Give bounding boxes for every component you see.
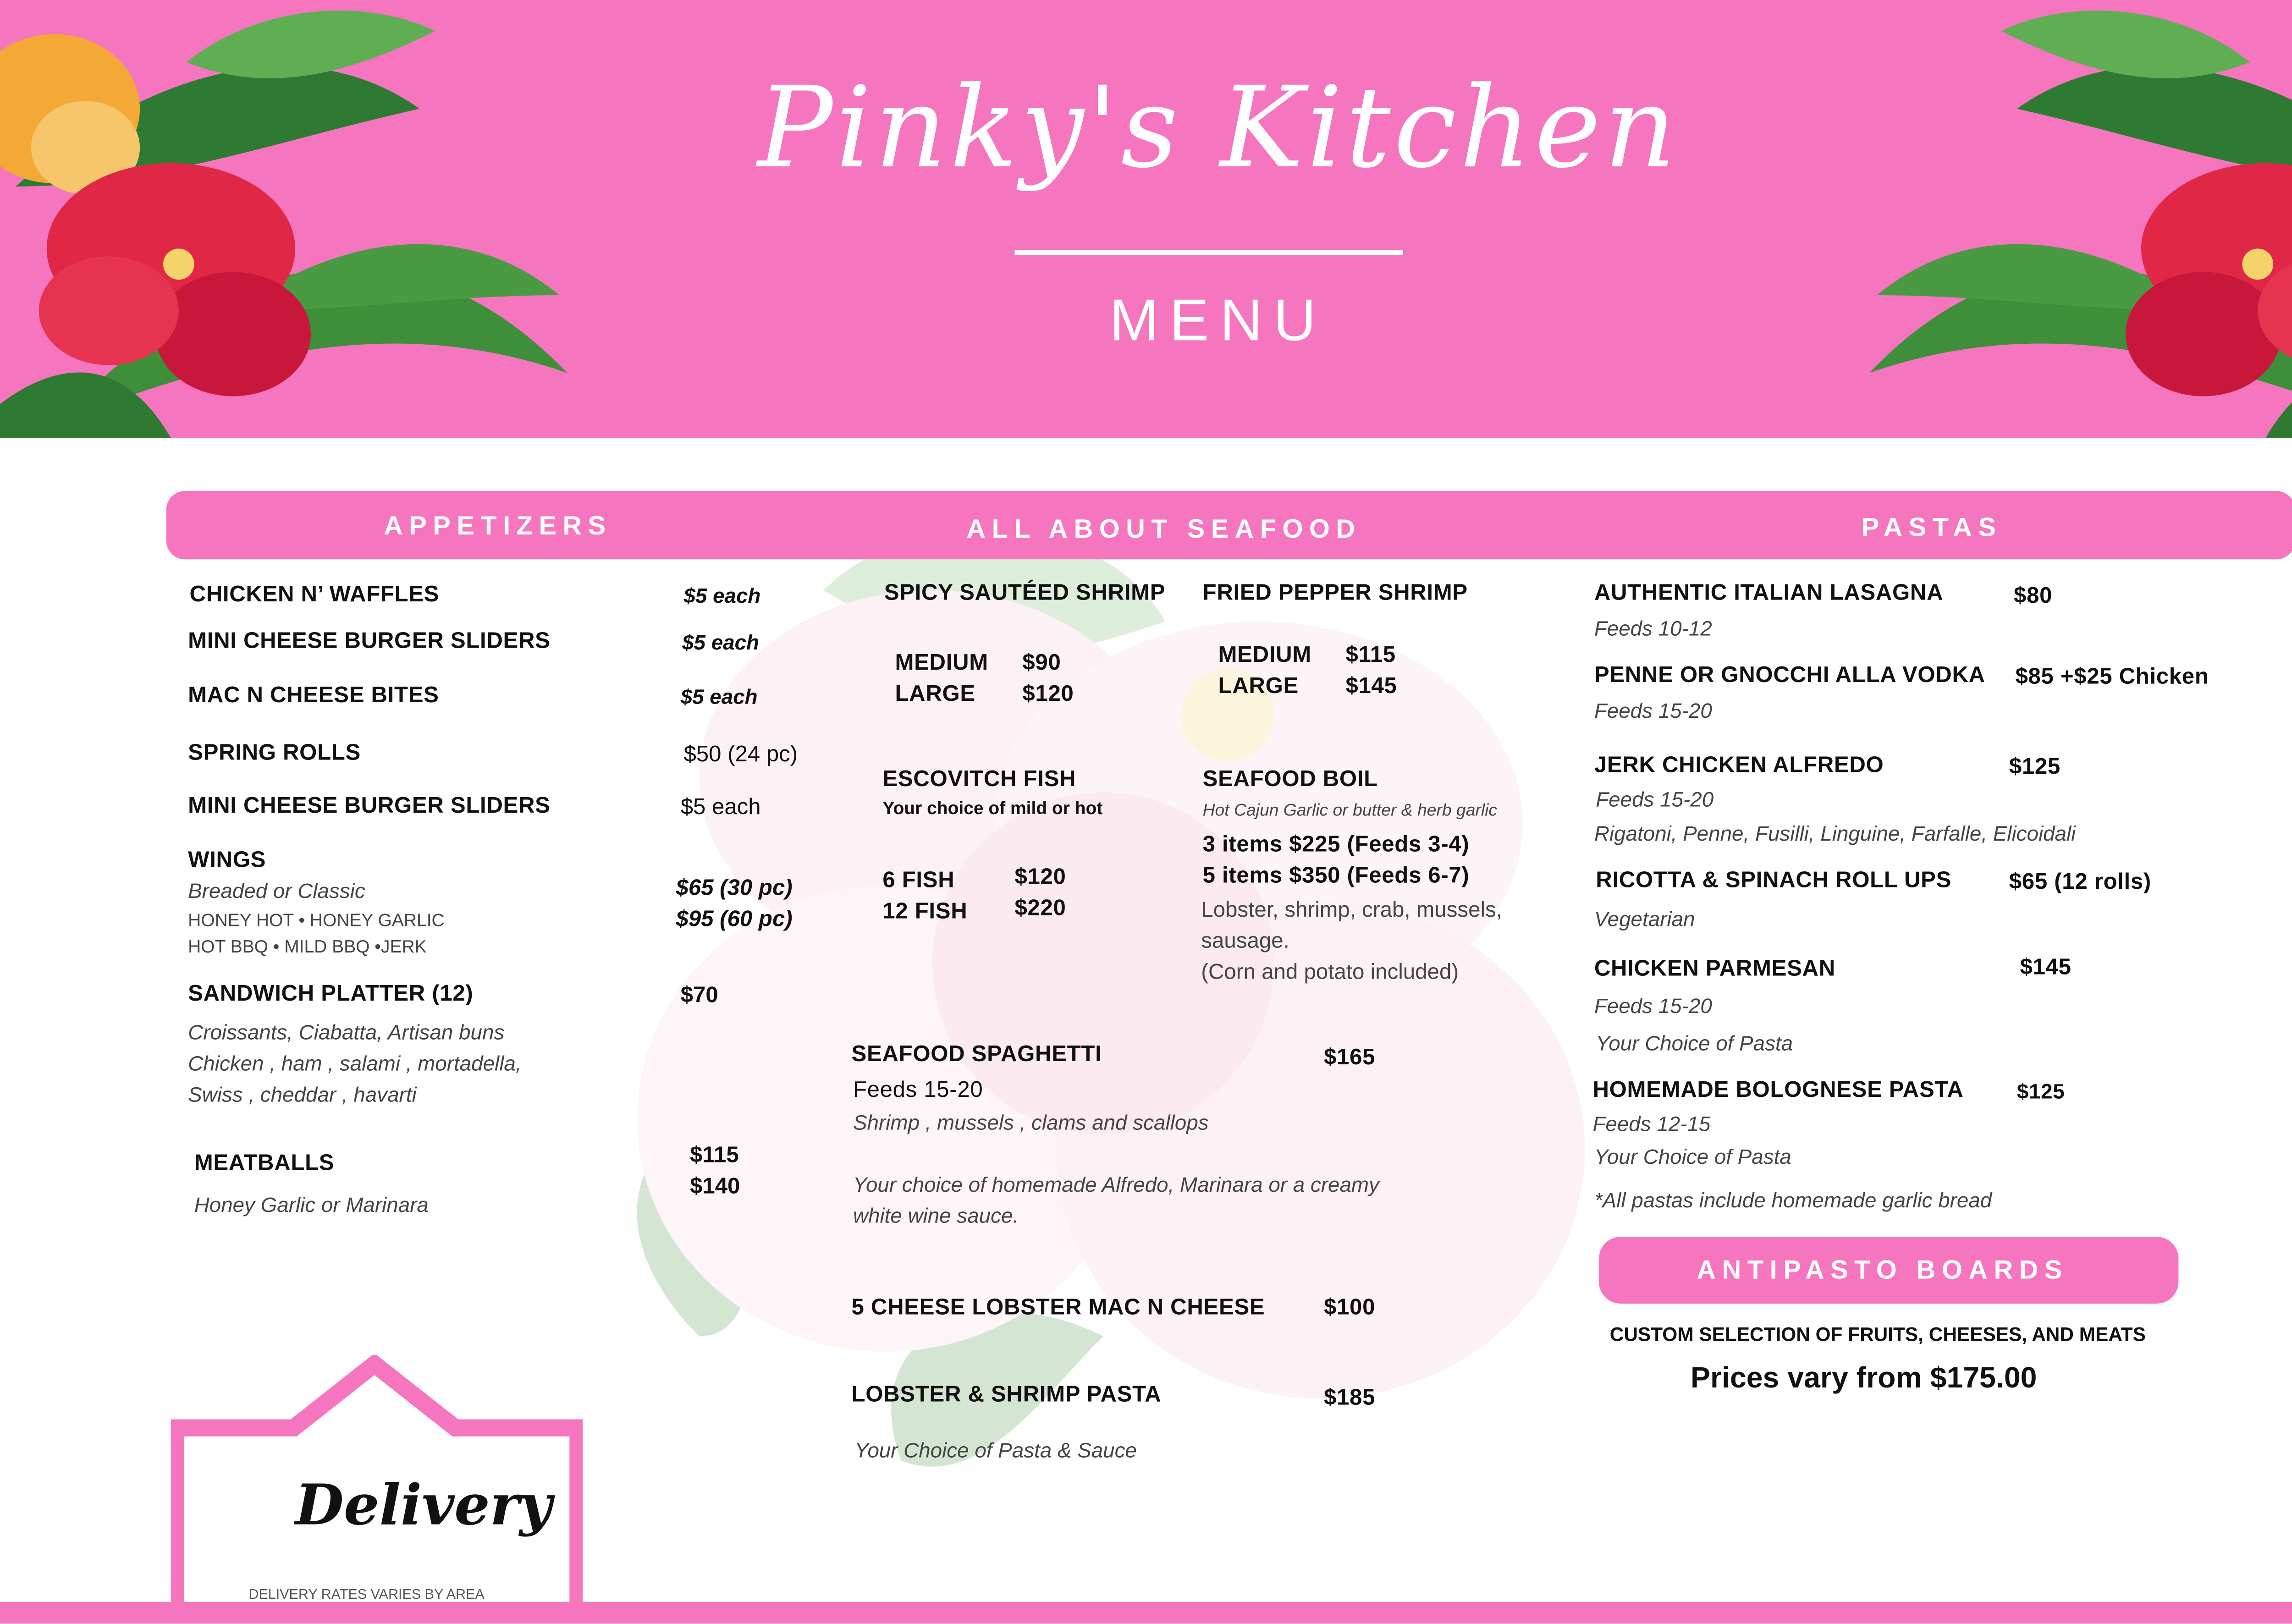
lobster-mac-price: $100 xyxy=(1324,1296,1376,1321)
seafood-spaghetti-sauce-2: white wine sauce. xyxy=(853,1204,1019,1228)
sliders-name-2: MINI CHEESE BURGER SLIDERS xyxy=(188,794,551,819)
jerk-alfredo-name: JERK CHICKEN ALFREDO xyxy=(1594,754,1884,779)
vodka-pasta-name: PENNE OR GNOCCHI ALLA VODKA xyxy=(1594,663,1985,688)
chicken-parmesan-desc: Your Choice of Pasta xyxy=(1596,1031,1793,1055)
roll-ups-name: RICOTTA & SPINACH ROLL UPS xyxy=(1596,868,1952,894)
sliders-price-2: $5 each xyxy=(680,795,761,820)
escovitch-price-2: $220 xyxy=(1014,896,1066,922)
antipasto-desc: CUSTOM SELECTION OF FRUITS, CHEESES, AND MEATS xyxy=(1609,1324,2146,1346)
sandwich-meats: Chicken , ham , salami , mortadella, xyxy=(188,1051,522,1075)
escovitch-name: ESCOVITCH FISH xyxy=(882,767,1076,793)
seafood-heading: ALL ABOUT SEAFOOD xyxy=(966,514,1361,544)
pepper-shrimp-price-2: $145 xyxy=(1345,674,1397,699)
lobster-pasta-price: $185 xyxy=(1324,1386,1376,1411)
pastas-heading: PASTAS xyxy=(1861,512,2002,543)
roll-ups-price: $65 (12 rolls) xyxy=(2009,870,2151,895)
escovitch-qty-2: 12 FISH xyxy=(882,899,968,925)
seafood-spaghetti-sauce-1: Your choice of homemade Alfredo, Marinara or a creamy xyxy=(853,1173,1379,1197)
delivery-title: Delivery xyxy=(295,1473,552,1538)
wings-price-2: $95 (60 pc) xyxy=(676,907,793,932)
sandwich-breads: Croissants, Ciabatta, Artisan buns xyxy=(188,1021,505,1044)
menu-subtitle: MENU xyxy=(1109,289,1327,354)
escovitch-price-1: $120 xyxy=(1014,865,1066,891)
lobster-pasta-name: LOBSTER & SHRIMP PASTA xyxy=(851,1382,1162,1408)
meatballs-desc: Honey Garlic or Marinara xyxy=(194,1193,429,1217)
bolognese-desc: Your Choice of Pasta xyxy=(1594,1145,1791,1169)
title-divider xyxy=(1014,250,1403,255)
bottom-bar xyxy=(0,1602,2292,1624)
spring-rolls-price: $50 (24 pc) xyxy=(683,743,798,768)
chicken-parmesan-feeds: Feeds 15-20 xyxy=(1594,994,1712,1018)
wings-flavors-1: HONEY HOT • HONEY GARLIC xyxy=(188,912,445,931)
spicy-shrimp-size-1: MEDIUM xyxy=(895,651,988,676)
appetizers-heading: APPETIZERS xyxy=(384,511,612,541)
bolognese-name: HOMEMADE BOLOGNESE PASTA xyxy=(1592,1078,1964,1103)
antipasto-price: Prices vary from $175.00 xyxy=(1690,1362,2037,1395)
spicy-shrimp-name: SPICY SAUTÉED SHRIMP xyxy=(884,581,1166,606)
jerk-alfredo-feeds: Feeds 15-20 xyxy=(1596,787,1714,811)
sandwich-platter-price: $70 xyxy=(680,983,718,1008)
chicken-parmesan-name: CHICKEN PARMESAN xyxy=(1594,957,1835,982)
seafood-spaghetti-name: SEAFOOD SPAGHETTI xyxy=(851,1042,1102,1068)
spicy-shrimp-size-2: LARGE xyxy=(895,682,975,707)
pepper-shrimp-price-1: $115 xyxy=(1345,643,1396,668)
lasagna-name: AUTHENTIC ITALIAN LASAGNA xyxy=(1594,581,1944,606)
sliders-price: $5 each xyxy=(682,631,760,655)
seafood-boil-option-1: 3 items $225 (Feeds 3-4) xyxy=(1202,832,1470,858)
mac-bites-price: $5 each xyxy=(680,685,758,709)
chicken-parmesan-price: $145 xyxy=(2020,955,2072,980)
chicken-waffles-name: CHICKEN N’ WAFFLES xyxy=(189,583,440,608)
spicy-shrimp-price-2: $120 xyxy=(1022,682,1074,707)
lasagna-price: $80 xyxy=(2014,584,2053,609)
delivery-rates-note: DELIVERY RATES VARIES BY AREA xyxy=(248,1586,485,1602)
wings-flavors-2: HOT BBQ • MILD BBQ •JERK xyxy=(188,938,427,958)
hibiscus-watermark xyxy=(513,466,1601,1585)
seafood-spaghetti-feeds: Feeds 15-20 xyxy=(853,1078,983,1103)
meatballs-price-2: $140 xyxy=(690,1174,740,1200)
antipasto-heading: ANTIPASTO BOARDS xyxy=(1697,1255,2068,1285)
seafood-spaghetti-price: $165 xyxy=(1324,1046,1376,1071)
sandwich-platter-name: SANDWICH PLATTER (12) xyxy=(188,982,474,1007)
mac-bites-name: MAC N CHEESE BITES xyxy=(188,683,439,709)
jerk-alfredo-pasta-options: Rigatoni, Penne, Fusilli, Linguine, Farfalle, Elicoidali xyxy=(1594,822,2076,845)
sliders-name: MINI CHEESE BURGER SLIDERS xyxy=(188,629,551,655)
meatballs-name: MEATBALLS xyxy=(194,1151,335,1177)
jerk-alfredo-price: $125 xyxy=(2009,755,2061,780)
seafood-boil-contents-2: sausage. xyxy=(1201,927,1289,952)
seafood-boil-contents-1: Lobster, shrimp, crab, mussels, xyxy=(1201,896,1502,922)
wings-price-1: $65 (30 pc) xyxy=(676,876,793,902)
vodka-pasta-feeds: Feeds 15-20 xyxy=(1594,699,1712,723)
sandwich-cheeses: Swiss , cheddar , havarti xyxy=(188,1083,417,1107)
bolognese-price: $125 xyxy=(2017,1079,2065,1103)
pepper-shrimp-size-2: LARGE xyxy=(1218,674,1299,699)
spicy-shrimp-price-1: $90 xyxy=(1022,651,1061,676)
spring-rolls-name: SPRING ROLLS xyxy=(188,741,361,766)
chicken-waffles-price: $5 each xyxy=(683,584,761,608)
vodka-pasta-price: $85 +$25 Chicken xyxy=(2015,665,2209,690)
lasagna-feeds: Feeds 10-12 xyxy=(1594,617,1712,640)
pastas-footnote: *All pastas include homemade garlic bread xyxy=(1594,1189,1992,1212)
bolognese-feeds: Feeds 12-15 xyxy=(1592,1112,1711,1136)
pepper-shrimp-name: FRIED PEPPER SHRIMP xyxy=(1202,581,1468,606)
lobster-pasta-desc: Your Choice of Pasta & Sauce xyxy=(854,1438,1137,1462)
escovitch-desc: Your choice of mild or hot xyxy=(882,800,1103,819)
escovitch-qty-1: 6 FISH xyxy=(882,868,955,894)
restaurant-title: Pinky's Kitchen xyxy=(757,62,1679,193)
lobster-mac-name: 5 CHEESE LOBSTER MAC N CHEESE xyxy=(851,1296,1265,1321)
seafood-boil-desc: Hot Cajun Garlic or butter & herb garlic xyxy=(1202,802,1498,820)
seafood-boil-name: SEAFOOD BOIL xyxy=(1202,767,1378,793)
wings-style: Breaded or Classic xyxy=(188,879,365,903)
pepper-shrimp-size-1: MEDIUM xyxy=(1218,643,1311,668)
seafood-boil-option-2: 5 items $350 (Feeds 6-7) xyxy=(1202,864,1470,889)
roll-ups-desc: Vegetarian xyxy=(1594,907,1695,931)
meatballs-price-1: $115 xyxy=(690,1143,739,1169)
wings-name: WINGS xyxy=(188,848,266,874)
seafood-spaghetti-desc: Shrimp , mussels , clams and scallops xyxy=(853,1111,1209,1134)
seafood-boil-contents-3: (Corn and potato included) xyxy=(1201,958,1459,984)
